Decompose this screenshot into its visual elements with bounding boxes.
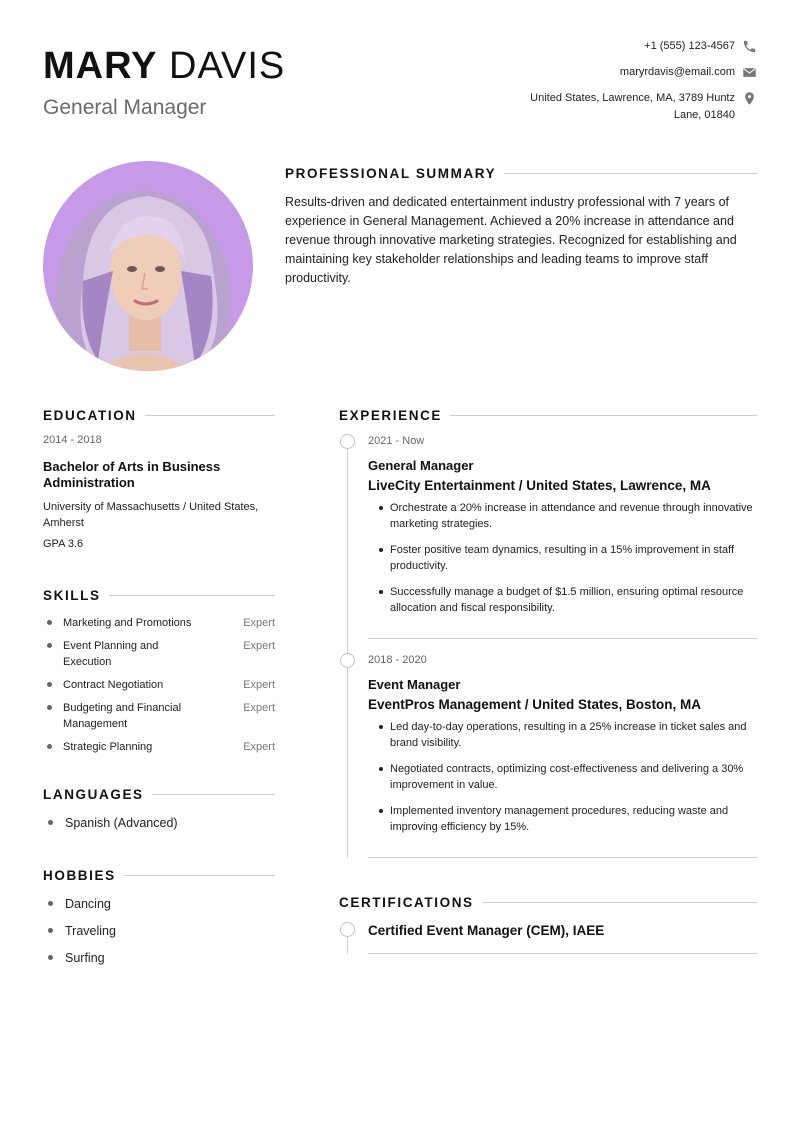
candidate-name	[43, 44, 285, 88]
experience-heading-row	[339, 408, 757, 423]
address-text: United States, Lawrence, MA, 3789 Huntz Lane, 01840	[530, 92, 735, 121]
education-entry	[43, 434, 275, 550]
experience-heading: EXPERIENCE	[339, 408, 443, 423]
job-bullets	[368, 719, 758, 835]
skill-item	[43, 615, 275, 631]
hobby-item: Dancing	[43, 896, 275, 912]
education-school: University of Massachusetts / United States, Amherst	[43, 501, 259, 529]
summary-text: Results-driven and dedicated entertainment industry professional with 7 years of experience in General Management. Achieved a 20% increase in attendance and revenue through innovative marketing strategies. Recognized for establishing and maintaining key stakeholder relationships and leading teams to improve staff productivity.	[285, 195, 737, 285]
languages-list	[43, 815, 275, 842]
education-dates: 2014 - 2018	[43, 434, 102, 446]
skill-name: Marketing and Promotions	[63, 617, 192, 629]
languages-heading-row	[43, 787, 275, 802]
first-name: MARY	[43, 45, 158, 87]
hobby-item: Surfing	[43, 950, 275, 966]
skills-heading: SKILLS	[43, 588, 101, 603]
job-bullet: Led day-to-day operations, resulting in a 25% increase in ticket sales and brand visibility.	[368, 719, 758, 751]
phone-icon	[742, 39, 757, 54]
job-bullet: Orchestrate a 20% increase in attendance and revenue through innovative marketing strategies.	[368, 500, 758, 532]
contact-block	[477, 38, 757, 133]
skill-level: Expert	[243, 741, 275, 753]
summary-heading: PROFESSIONAL SUMMARY	[285, 166, 497, 181]
contact-address-row	[477, 90, 757, 124]
education-gpa: GPA 3.6	[43, 538, 84, 550]
divider	[145, 415, 275, 416]
job-bullets	[368, 500, 758, 616]
skill-item	[43, 638, 275, 670]
divider	[482, 902, 757, 903]
skill-level: Expert	[243, 617, 275, 629]
hobby-item: Traveling	[43, 923, 275, 939]
languages-heading: LANGUAGES	[43, 787, 144, 802]
hobbies-heading: HOBBIES	[43, 868, 116, 883]
timeline-marker	[340, 922, 355, 937]
summary-heading-row	[285, 166, 757, 181]
job-dates: 2021 - Now	[368, 435, 425, 447]
skills-heading-row	[43, 588, 275, 603]
job-title: Event Manager	[368, 677, 461, 692]
job-company: EventPros Management / United States, Boston, MA	[368, 697, 702, 712]
certifications-heading: CERTIFICATIONS	[339, 895, 474, 910]
last-name: DAVIS	[169, 45, 286, 87]
bullet	[47, 620, 52, 625]
skill-name: Event Planning and Execution	[63, 640, 159, 668]
profile-photo	[43, 161, 253, 371]
job-entry	[368, 654, 758, 845]
certification-item: Certified Event Manager (CEM), IAEE	[368, 923, 605, 938]
language-item: Spanish (Advanced)	[43, 815, 275, 831]
job-title: General Manager	[368, 458, 474, 473]
divider	[109, 595, 275, 596]
job-separator	[368, 857, 758, 858]
certifications-heading-row	[339, 895, 757, 910]
skills-list	[43, 615, 275, 762]
bullet	[47, 643, 52, 648]
job-bullet: Implemented inventory management procedures, reducing waste and improving efficiency by 15%.	[368, 803, 758, 835]
job-bullet: Successfully manage a budget of $1.5 million, ensuring optimal resource allocation and fiscal responsibility.	[368, 584, 758, 616]
job-title: General Manager	[43, 96, 207, 119]
skill-name: Contract Negotiation	[63, 679, 164, 691]
contact-email-row	[477, 64, 757, 81]
contact-phone-row	[477, 38, 757, 55]
job-bullet: Negotiated contracts, optimizing cost-effectiveness and delivering a 30% improvement in value.	[368, 761, 758, 793]
skill-name: Budgeting and Financial Management	[63, 702, 182, 730]
email-text[interactable]: maryrdavis@email.com	[619, 66, 735, 78]
envelope-icon	[742, 65, 757, 80]
certification-separator	[368, 953, 758, 954]
divider	[124, 875, 275, 876]
job-company: LiveCity Entertainment / United States, Lawrence, MA	[368, 478, 711, 493]
skill-name: Strategic Planning	[63, 741, 153, 753]
bullet	[47, 744, 52, 749]
education-heading: EDUCATION	[43, 408, 137, 423]
education-heading-row	[43, 408, 275, 423]
hobbies-list	[43, 896, 275, 977]
skill-item	[43, 739, 275, 755]
job-entry	[368, 435, 758, 626]
phone-text[interactable]: +1 (555) 123-4567	[644, 40, 735, 52]
divider	[450, 415, 757, 416]
skill-level: Expert	[243, 640, 275, 652]
timeline-marker	[340, 653, 355, 668]
bullet	[47, 705, 52, 710]
job-dates: 2018 - 2020	[368, 654, 427, 666]
education-degree: Bachelor of Arts in Business Administration	[43, 459, 221, 490]
hobbies-heading-row	[43, 868, 275, 883]
skill-level: Expert	[243, 702, 275, 714]
job-separator	[368, 638, 758, 639]
timeline-line	[347, 936, 348, 954]
skill-item	[43, 677, 275, 693]
skill-item	[43, 700, 275, 732]
divider	[152, 794, 275, 795]
bullet	[47, 682, 52, 687]
location-pin-icon	[742, 91, 757, 106]
skill-level: Expert	[243, 679, 275, 691]
divider	[504, 173, 757, 174]
timeline-marker	[340, 434, 355, 449]
job-bullet: Foster positive team dynamics, resulting in a 15% improvement in staff productivity.	[368, 542, 758, 574]
